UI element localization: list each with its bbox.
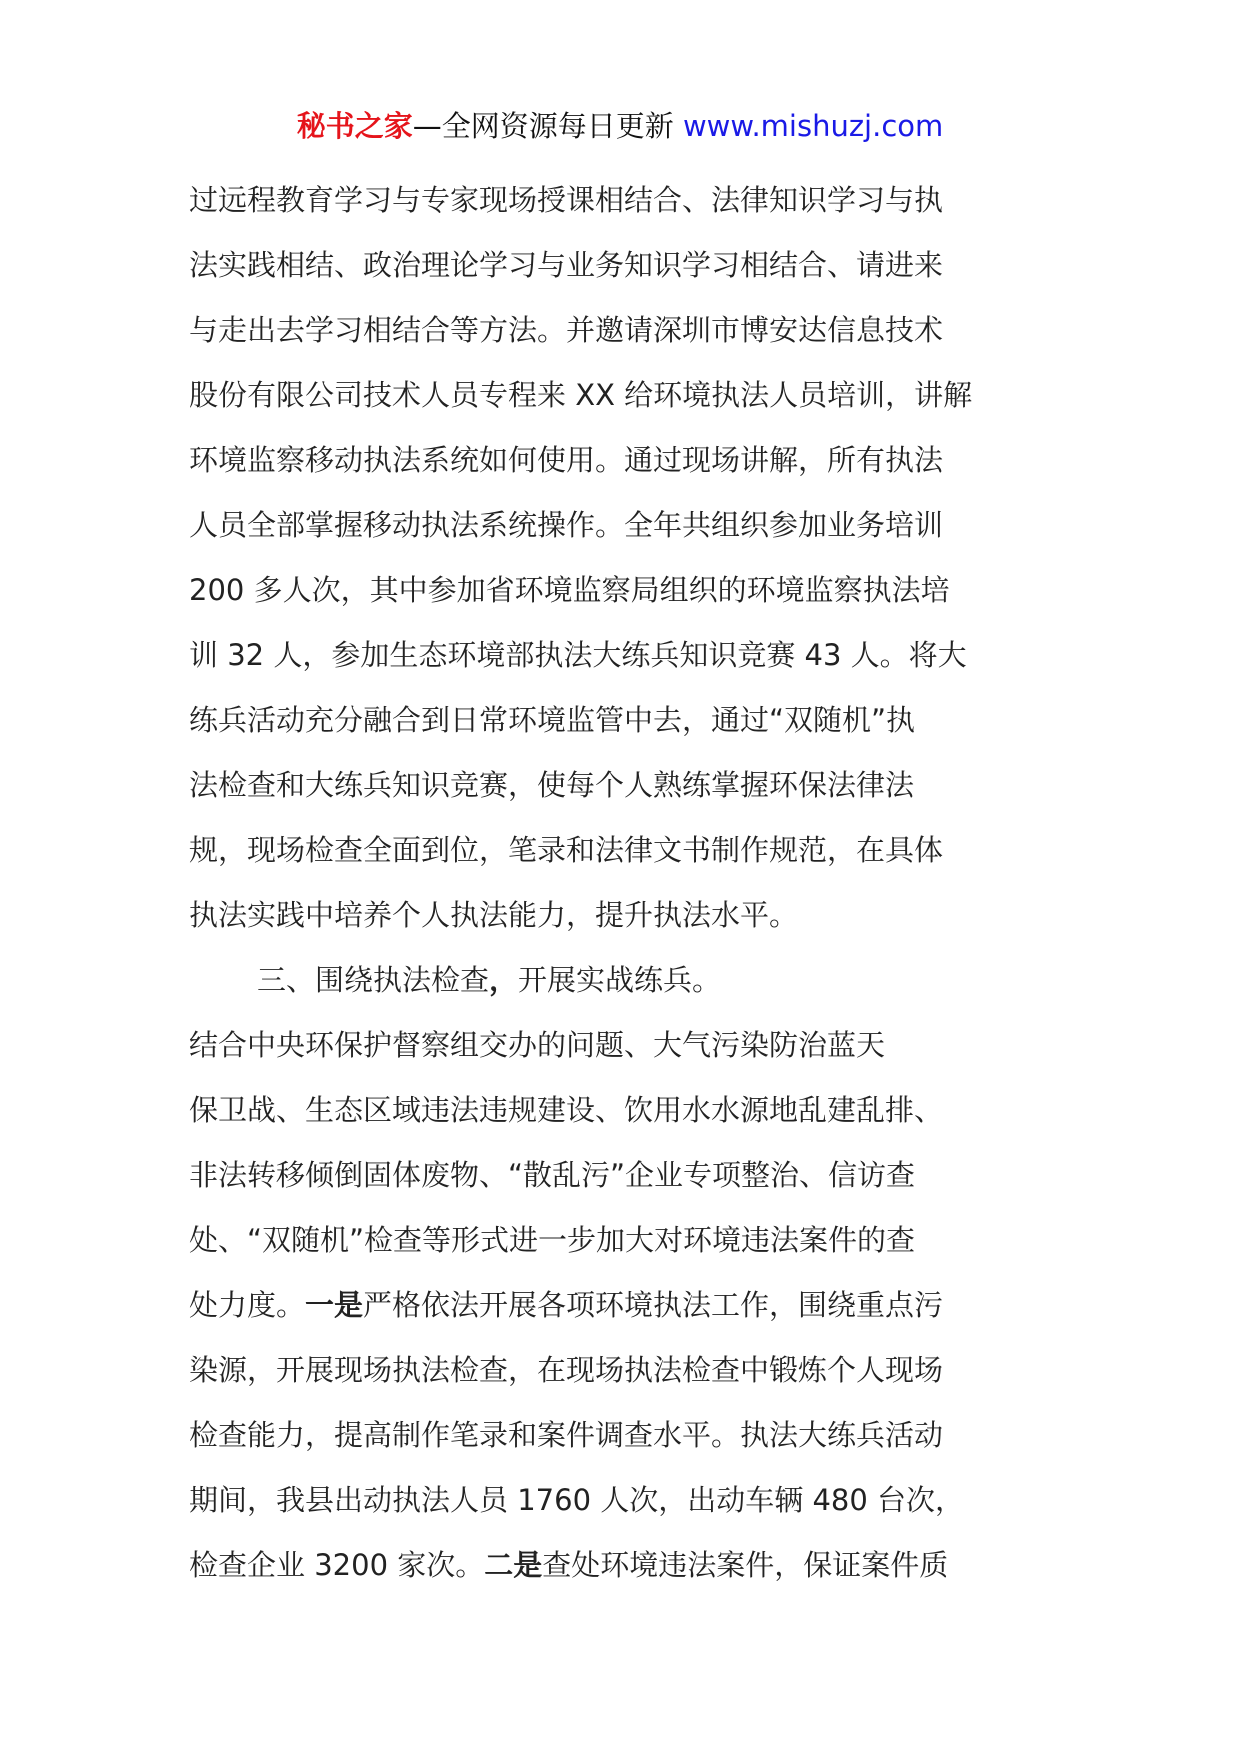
paragraph-line: 染源，开展现场执法检查，在现场执法检查中锻炼个人现场 xyxy=(189,1353,944,1387)
section-heading-prefix: 三、围绕执法检查 xyxy=(257,963,490,997)
paragraph-line: 200 多人次，其中参加省环境监察局组织的环境监察执法培 xyxy=(189,573,950,607)
site-url-link[interactable]: www.mishuzj.com xyxy=(682,109,944,143)
section-heading xyxy=(189,948,1069,1013)
paragraph-line: 处、“双随机”检查等形式进一步加大对环境违法案件的查 xyxy=(189,1223,916,1257)
paragraph-line: 过远程教育学习与专家现场授课相结合、法律知识学习与执 xyxy=(189,183,944,217)
line-text: 严格依法开展各项环境执法工作，围绕重点污 xyxy=(363,1288,944,1322)
brand-name: 秘书之家 xyxy=(296,109,413,143)
section-heading-suffix: 开展实战练兵。 xyxy=(518,963,722,997)
paragraph-line: 股份有限公司技术人员专程来 XX 给环境执法人员培训，讲解 xyxy=(189,378,973,412)
paragraph-line: 期间，我县出动执法人员 1760 人次，出动车辆 480 台次， xyxy=(189,1483,965,1517)
paragraph-line: 检查能力，提高制作笔录和案件调查水平。执法大练兵活动 xyxy=(189,1418,944,1452)
paragraph-line: 训 32 人，参加生态环境部执法大练兵知识竞赛 43 人。将大 xyxy=(189,638,967,672)
line-text: 处力度。 xyxy=(189,1288,306,1322)
paragraph-line: 规，现场检查全面到位，笔录和法律文书制作规范，在具体 xyxy=(189,833,944,867)
header-tagline: —全网资源每日更新 xyxy=(412,109,674,143)
section-heading-mark: ， xyxy=(489,963,519,997)
bold-marker: 一是 xyxy=(305,1288,364,1322)
paragraph-line: 保卫战、生态区域违法违规建设、饮用水水源地乱建乱排、 xyxy=(189,1093,944,1127)
bold-marker: 二是 xyxy=(484,1548,543,1582)
line-text: 检查企业 3200 家次。 xyxy=(189,1548,485,1582)
paragraph-line: 执法实践中培养个人执法能力，提升执法水平。 xyxy=(189,898,799,932)
paragraph-line: 人员全部掌握移动执法系统操作。全年共组织参加业务培训 xyxy=(189,508,944,542)
paragraph-line: 环境监察移动执法系统如何使用。通过现场讲解，所有执法 xyxy=(189,443,944,477)
paragraph-line: 与走出去学习相结合等方法。并邀请深圳市博安达信息技术 xyxy=(189,313,944,347)
paragraph-line: 法检查和大练兵知识竞赛，使每个人熟练掌握环保法律法 xyxy=(189,768,915,802)
paragraph-line: 练兵活动充分融合到日常环境监管中去，通过“双随机”执 xyxy=(189,703,916,737)
line-text: 查处环境违法案件，保证案件质 xyxy=(542,1548,949,1582)
paragraph-line xyxy=(189,1273,1069,1338)
paragraph-line: 结合中央环保护督察组交办的问题、大气污染防治蓝天 xyxy=(189,1028,886,1062)
paragraph-line xyxy=(189,1533,1069,1598)
site-header xyxy=(0,106,1240,146)
paragraph-line: 非法转移倾倒固体废物、“散乱污”企业专项整治、信访查 xyxy=(189,1158,916,1192)
document-body xyxy=(189,168,1069,1598)
paragraph-line: 法实践相结、政治理论学习与业务知识学习相结合、请进来 xyxy=(189,248,944,282)
